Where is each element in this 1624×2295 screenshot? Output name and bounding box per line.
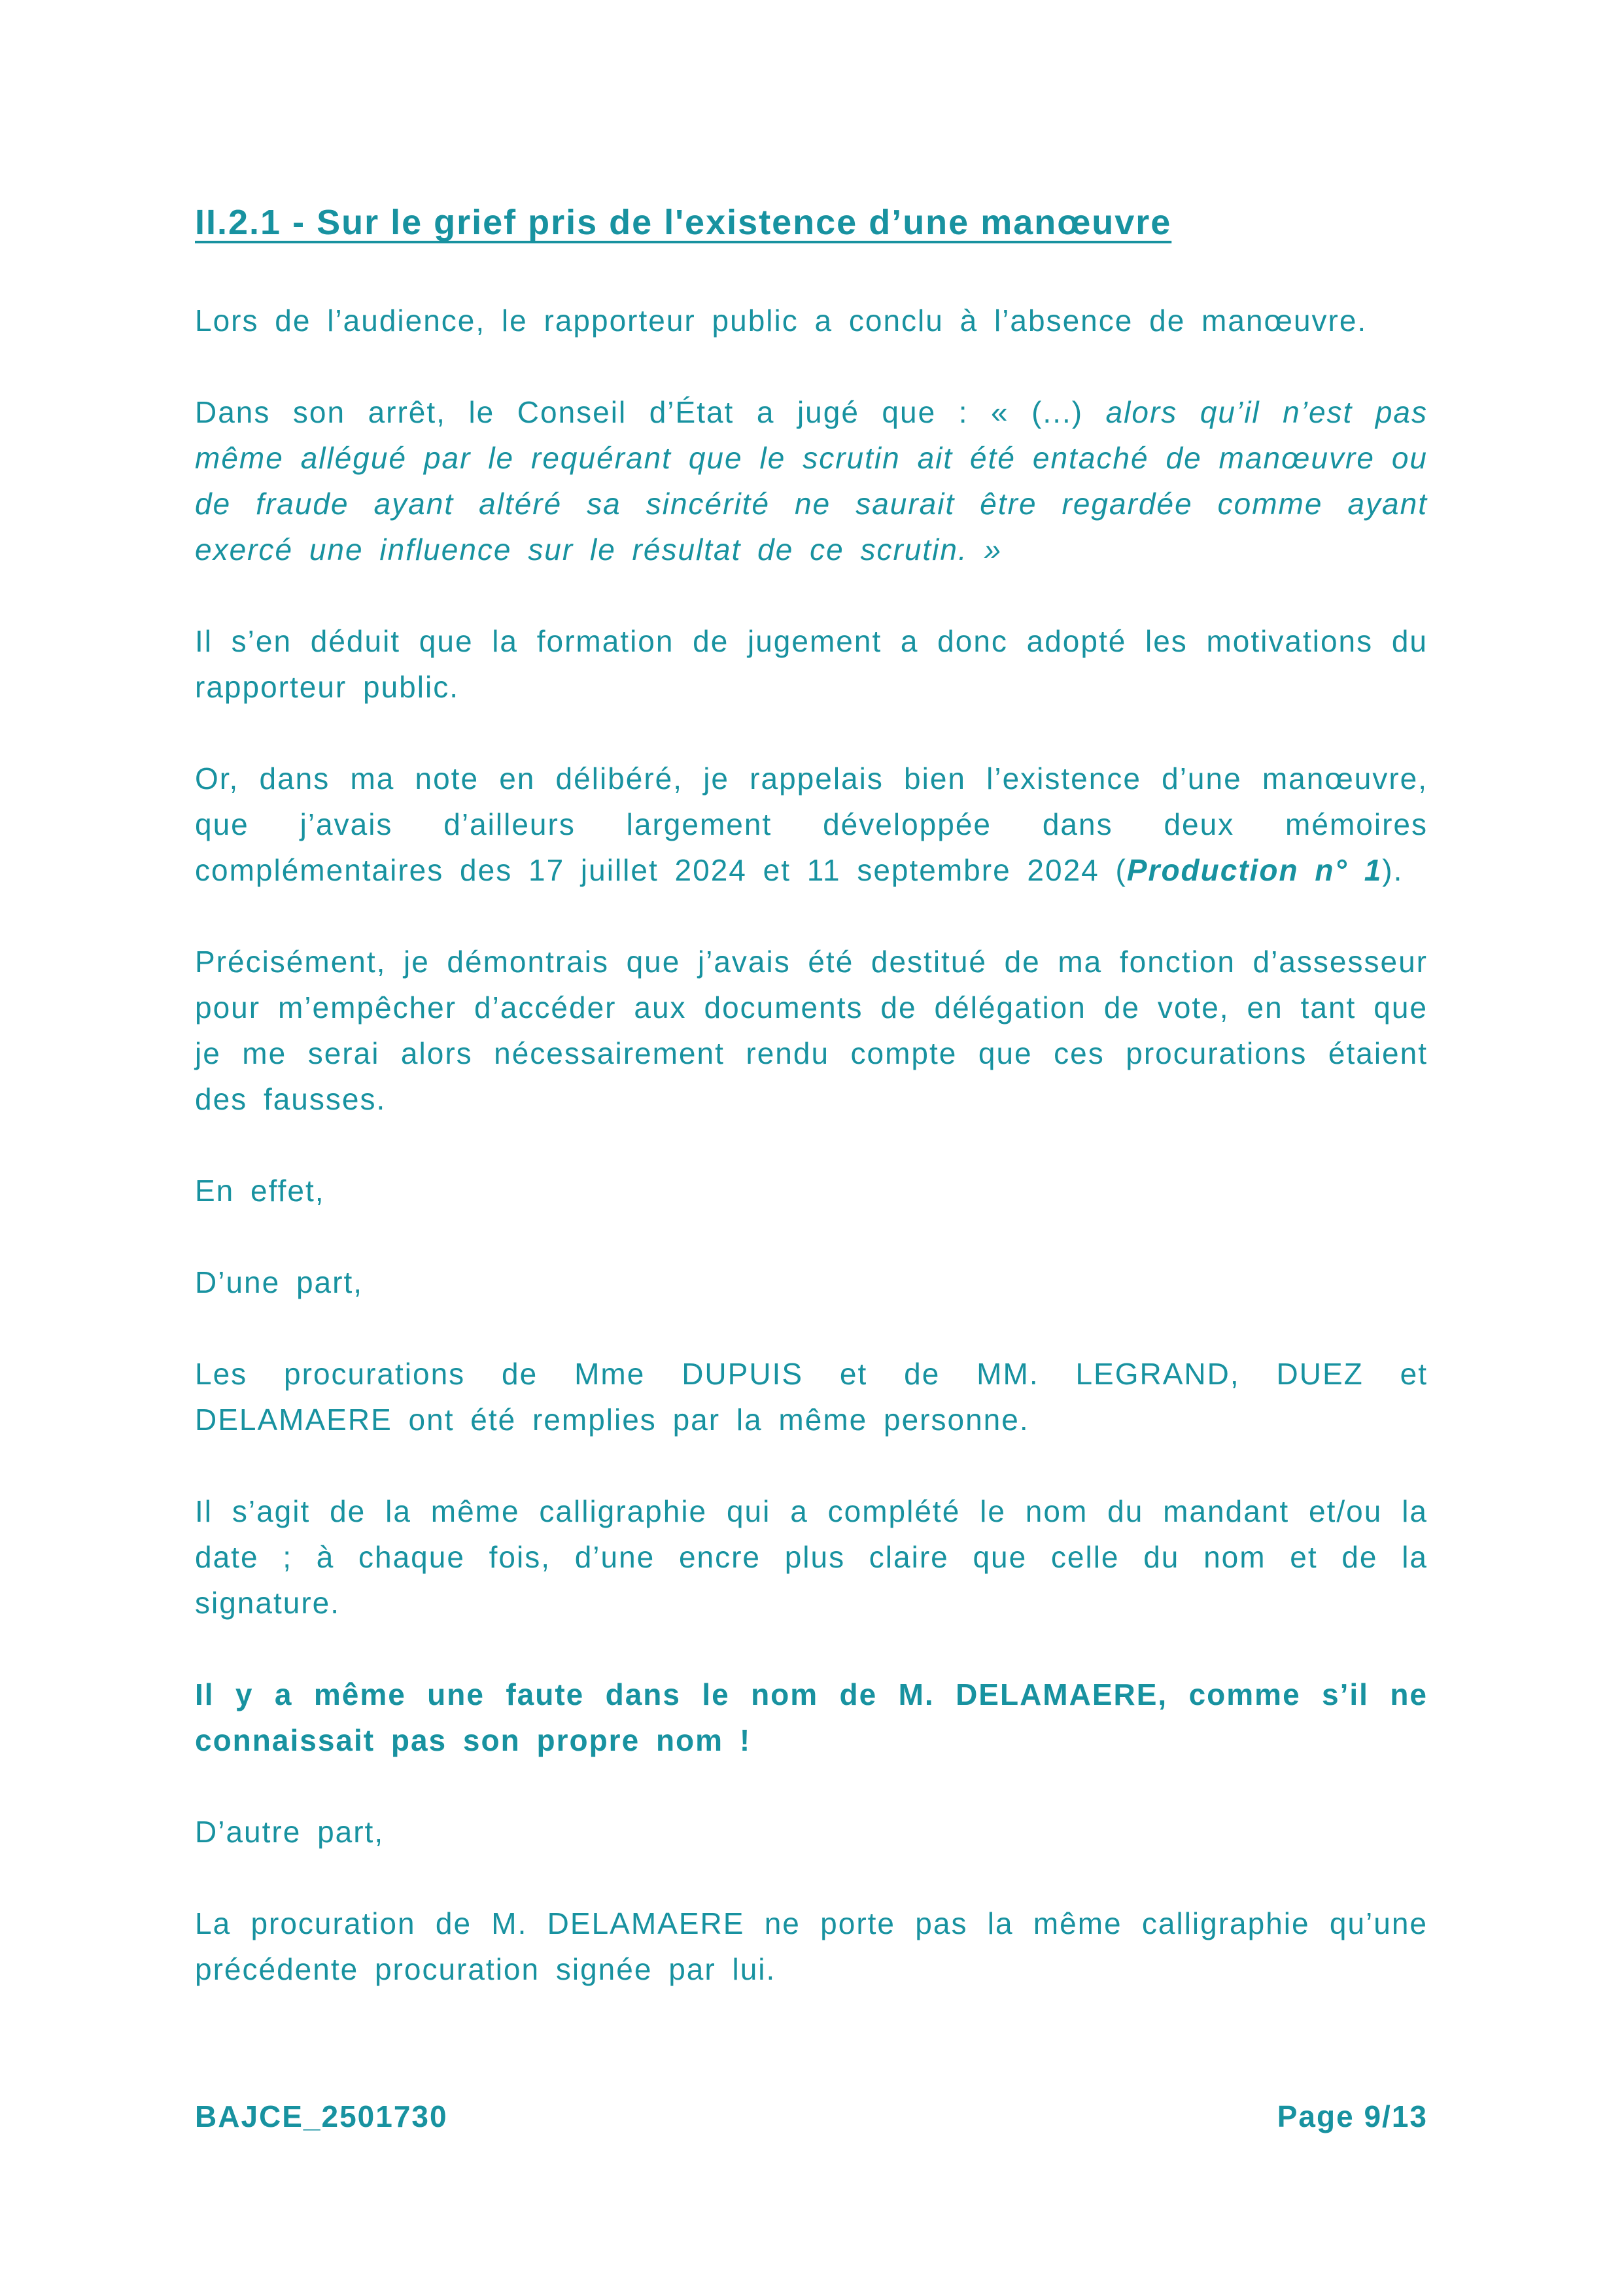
text-segment: Lors de l’audience, le rapporteur public a conclu à l’absence de manœuvre. (195, 304, 1368, 338)
text-segment: Il s’en déduit que la formation de jugement a donc adopté les motivations du rapporteur public. (195, 624, 1428, 704)
paragraph (195, 939, 1428, 1122)
section-heading: II.2.1 - Sur le grief pris de l'existence d’une manœuvre (195, 203, 1172, 242)
text-segment: D’une part, (195, 1265, 364, 1299)
text-segment: Dans son arrêt, le Conseil d’État a jugé que : « (...) (195, 395, 1106, 429)
paragraph (195, 1901, 1428, 1992)
paragraph (195, 1809, 1428, 1855)
page-number: Page 9/13 (1277, 2099, 1428, 2133)
text-segment: Or, dans ma note en délibéré, je rappelais bien l’existence d’une manœuvre, que j’avais d’ailleurs largement développée dans deux mémoires complémentaires des 17 juillet 2024 et 11 septembre 2024 ( (195, 762, 1428, 887)
paragraph (195, 389, 1428, 572)
paragraph (195, 618, 1428, 710)
production-reference: Production n° 1 (1126, 853, 1383, 887)
paragraph (195, 1351, 1428, 1443)
paragraph (195, 298, 1428, 343)
text-segment: Il s’agit de la même calligraphie qui a complété le nom du mandant et/ou la date ; à chaque fois, d’une encre plus claire que celle du nom et de la signature. (195, 1494, 1428, 1620)
paragraph-emphasis (195, 1672, 1428, 1763)
paragraph (195, 1259, 1428, 1305)
text-segment: Précisément, je démontrais que j’avais été destitué de ma fonction d’assesseur pour m’empêcher d’accéder aux documents de délégation de vote, en tant que je me serai alors nécessairement rendu compte que ces procurations étaient des fausses. (195, 945, 1428, 1116)
paragraph (195, 756, 1428, 893)
paragraph (195, 1168, 1428, 1214)
text-segment: Les procurations de Mme DUPUIS et de MM. LEGRAND, DUEZ et DELAMAERE ont été remplies par la même personne. (195, 1357, 1428, 1437)
text-segment: Il y a même une faute dans le nom de M. DELAMAERE, comme s’il ne connaissait pas son propre nom ! (195, 1677, 1428, 1757)
text-segment: En effet, (195, 1174, 325, 1208)
document-reference: BAJCE_2501730 (195, 2099, 448, 2133)
text-segment: ). (1382, 853, 1404, 887)
document-body (195, 200, 1428, 2038)
quote-italic-segment: alors qu’il n’est pas même allégué par le requérant que le scrutin ait été entaché de manœuvre ou de fraude ayant altéré sa sincérité ne saurait être regardée comme ayant exercé une influence sur le résultat de ce scrutin. » (195, 395, 1428, 567)
text-segment: La procuration de M. DELAMAERE ne porte pas la même calligraphie qu’une précédente procuration signée par lui. (195, 1906, 1428, 1986)
page-footer (195, 2094, 1428, 2139)
paragraph (195, 1488, 1428, 1626)
text-segment: D’autre part, (195, 1815, 385, 1849)
